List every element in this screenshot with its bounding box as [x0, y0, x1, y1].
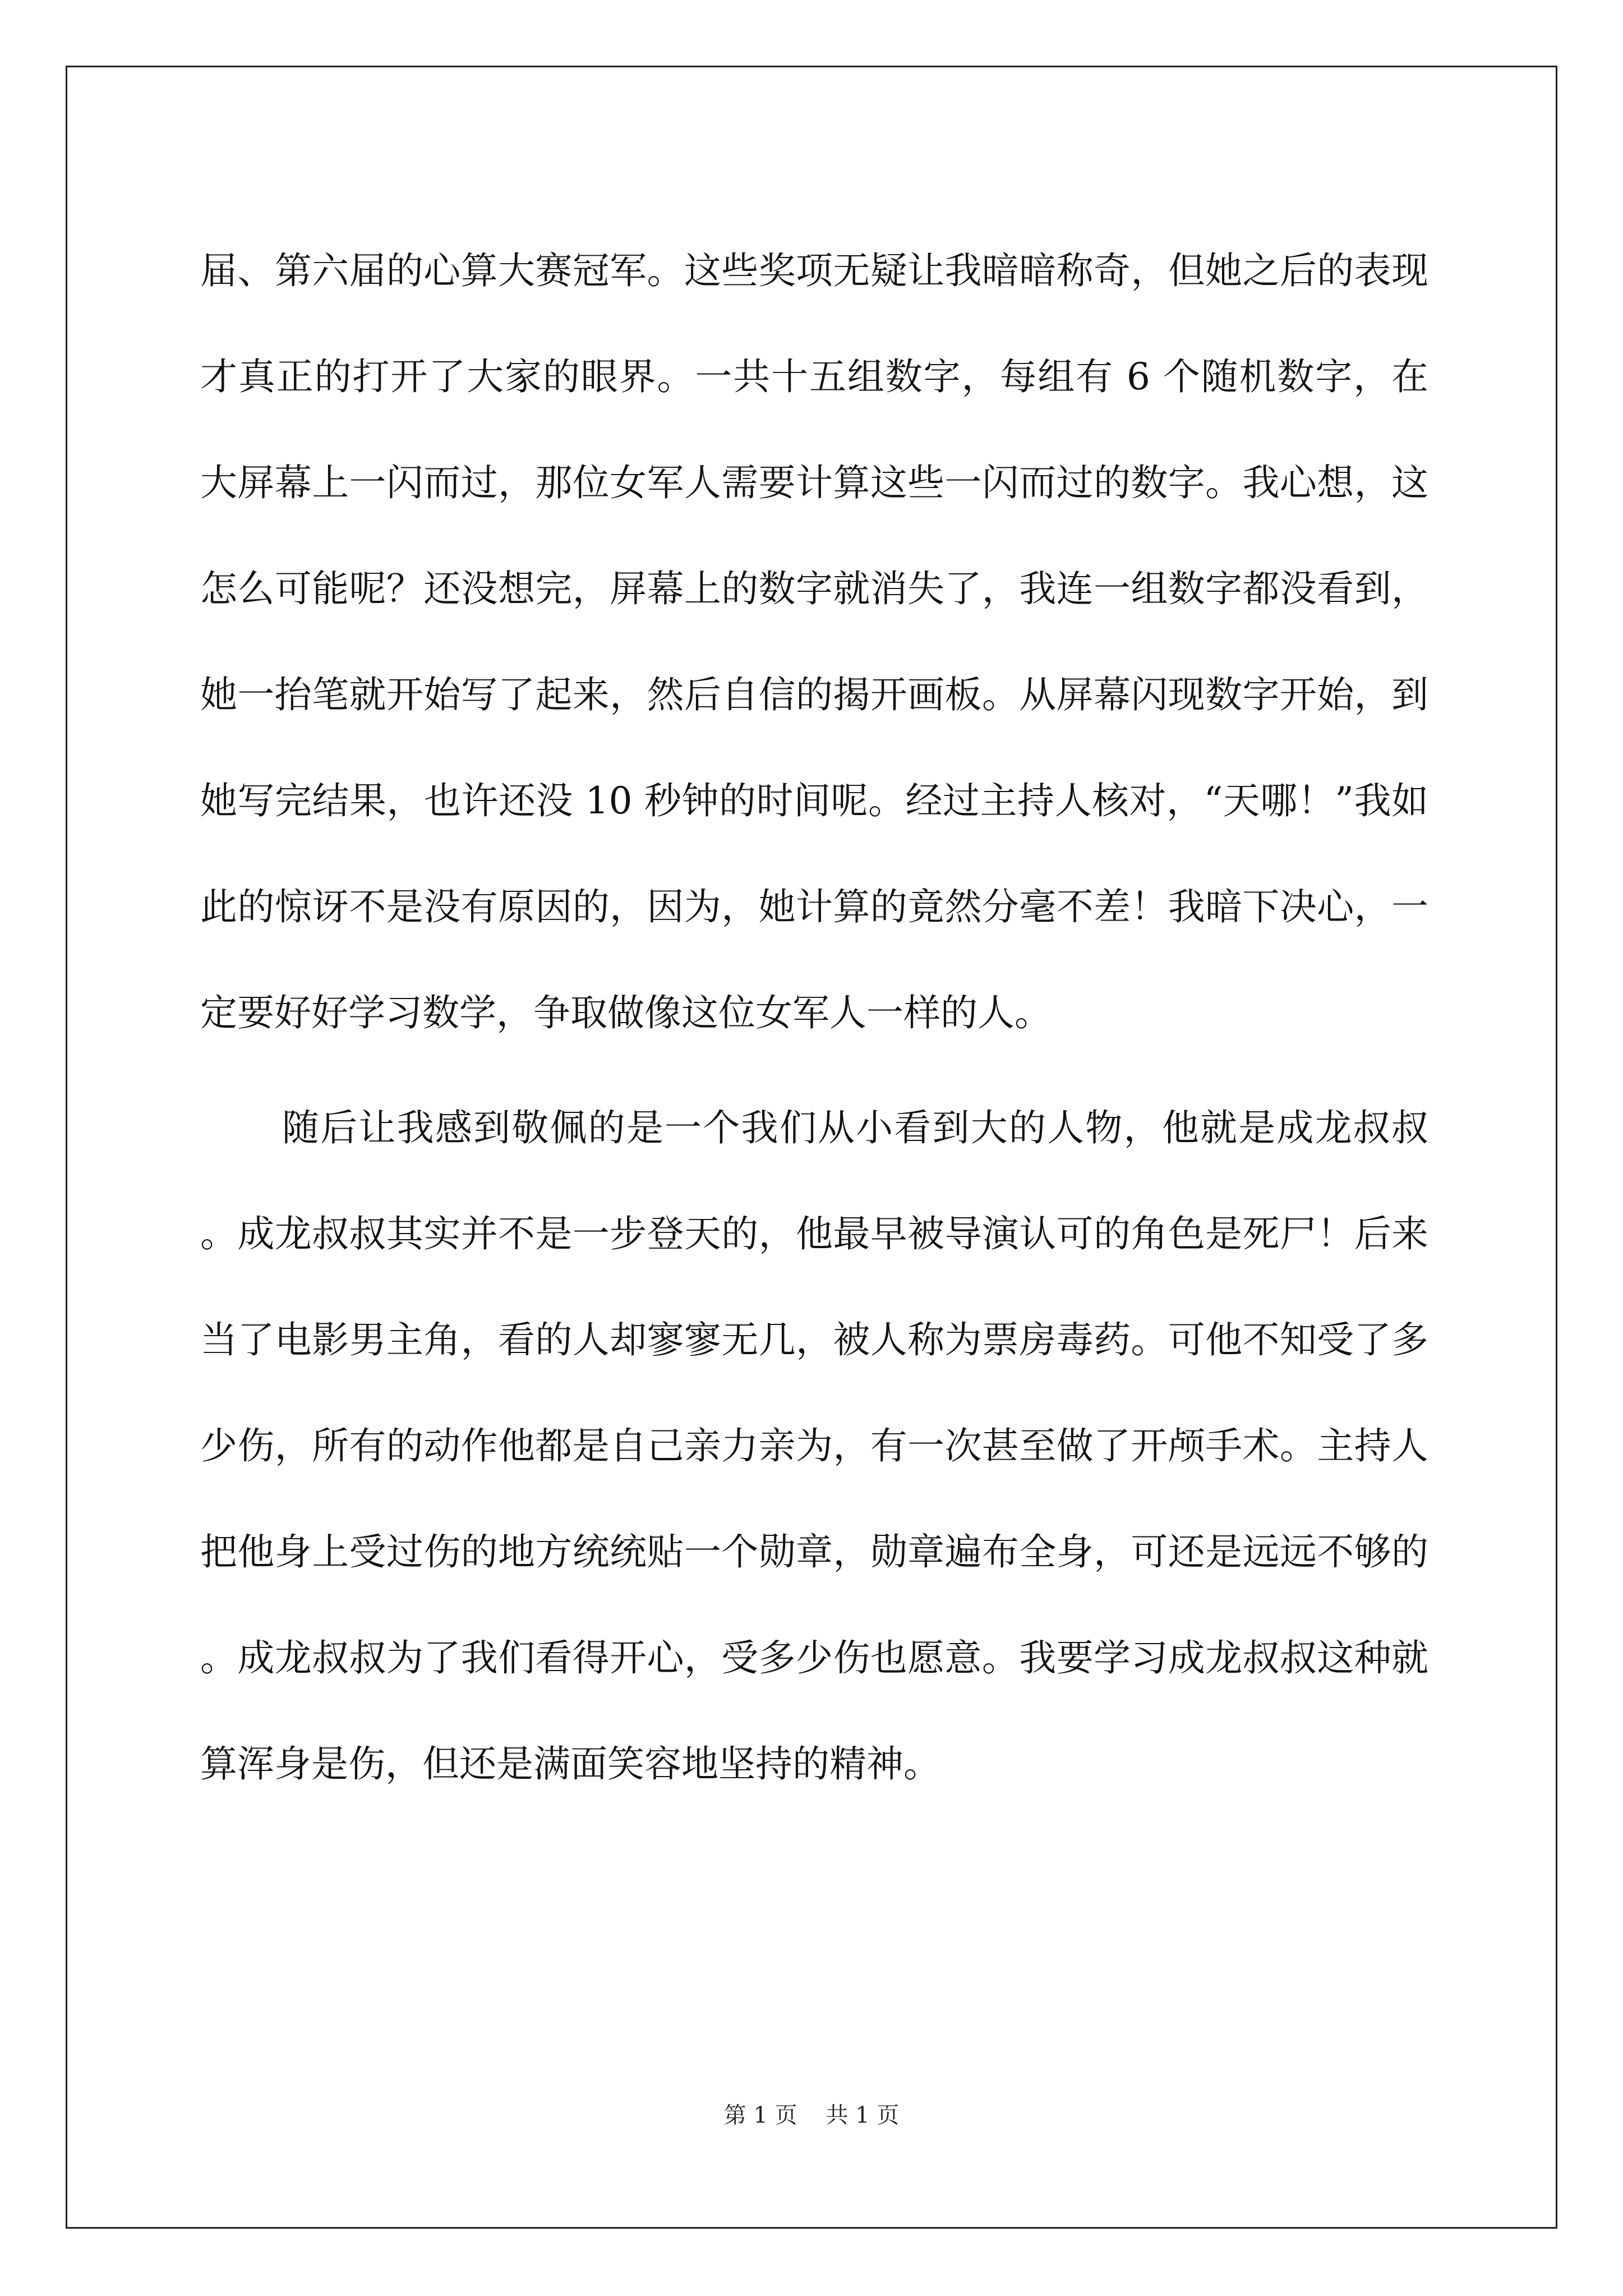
paragraph-2: 随后让我感到敬佩的是一个我们从小看到大的人物，他就是成龙叔叔。成龙叔叔其实并不是一步登天的，他最早被导演认可的角色是死尸！后来当了电影男主角，看的人却寥寥无几，被人称为票房毒药。可他不知受了多少伤，所有的动作他都是自己亲力亲为，有一次甚至做了开颅手术。主持人把他身上受过伤的地方统统贴一个勋章，勋章遍布全身，可还是远远不够的。成龙叔叔为了我们看得开心，受多少伤也愿意。我要学习成龙叔叔这种就算浑身是伤，但还是满面笑容地坚持的精神。: [200, 1106, 1428, 1786]
document-body: [200, 218, 1428, 1817]
page-number-footer: 第 1 页 共 1 页: [723, 2102, 900, 2128]
paragraph-1: 届、第六届的心算大赛冠军。这些奖项无疑让我暗暗称奇，但她之后的表现才真正的打开了大家的眼界。一共十五组数字，每组有 6 个随机数字，在大屏幕上一闪而过，那位女军人需要计算这些一闪而过的数字。我心想，这怎么可能呢？还没想完，屏幕上的数字就消失了，我连一组数字都没看到，她一抬笔就开始写了起来，然后自信的揭开画板。从屏幕闪现数字开始，到她写完结果，也许还没 10 秒钟的时间呢。经过主持人核对，“天哪！”我如此的惊讶不是没有原因的，因为，她计算的竟然分毫不差！我暗下决心，一定要好好学习数学，争取做像这位女军人一样的人。: [200, 249, 1428, 1034]
